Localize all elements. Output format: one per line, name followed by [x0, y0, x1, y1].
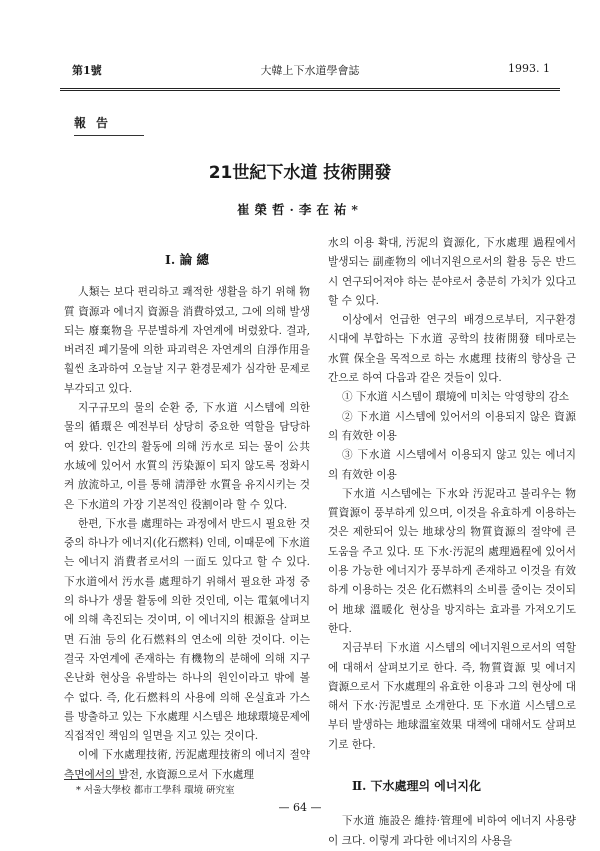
- body-paragraph: 지금부터 下水道 시스템의 에너지원으로서의 역할에 대해서 살펴보기로 한다. 즉, 物質資源 및 에너지 資源으로서 下水處理의 유효한 이용과 그의 현상에 대해서 下水·汚泥별로 소개한다. 또 下水道 시스템으로부터 발생하는 地球溫室效果 대책에 대해서도 살펴보기로 한다.: [328, 642, 576, 751]
- body-paragraph: 下水道 시스템에는 下水와 汚泥라고 불리우는 物質資源이 풍부하게 있으며, 이것을 유효하게 이용하는 것은 제한되어 있는 地球상의 物質資源의 절약에 큰 도움을 주고 있다. 또 下水·汚泥의 處理過程에 있어서 이용 가능한 에너지가 풍부하게 존재하고 이것을 有效하게 이용하는 것은 化石燃料의 소비를 줄이는 것이되어 地球 溫暖化 현상을 방지하는 효과를 가져오기도 한다.: [328, 487, 576, 635]
- body-paragraph: 人類는 보다 편리하고 쾌적한 생활을 하기 위해 物質 資源과 에너지 資源을 消費하였고, 그에 의해 발생되는 廢棄物을 무분별하게 자연계에 버렸왔다. 결과, 버려진 폐기물에 의한 파괴력은 자연계의 自淨作用을 훨씬 초과하여 오늘날 지구 환경문제가 심각한 문제로 부각되고 있다.: [64, 286, 310, 395]
- journal-name: 大韓上下水道學會誌: [260, 64, 360, 77]
- paper-title: 21世紀下水道 技術開發: [208, 163, 392, 183]
- list-item: ③ 下水道 시스템에서 이용되지 않고 있는 에너지의 有效한 이용: [328, 449, 576, 481]
- issue-number: 第1號: [72, 64, 102, 77]
- list-item: ① 下水道 시스템이 環境에 미치는 악영향의 감소: [342, 391, 570, 404]
- publication-year: 1993. 1: [508, 62, 550, 75]
- right-column: [328, 234, 576, 851]
- report-label: 報告: [74, 114, 144, 136]
- body-paragraph: 下水道 施設은 維持·管理에 비하여 에너지 사용량이 크다. 이렇게 과다한 에너지의 사용을: [328, 815, 576, 847]
- body-paragraph: 지구규모의 물의 순환 중, 下水道 시스템에 의한 물의 循環은 예전부터 상당히 중요한 역할을 담당하여 왔다. 인간의 활동에 의해 汚水로 되는 물이 公共水域에 있어서 水質의 汚染源이 되지 않도록 정화시켜 放流하고, 이를 통해 淸淨한 水質을 유지시키는 것은 下水道의 가장 기본적인 役割이라 할 수 있다.: [64, 402, 310, 511]
- body-paragraph: 이에 下水處理技術, 汚泥處理技術의 에너지 절약 측면에서의 발전, 水資源으로서 下水處理: [64, 749, 310, 781]
- header-rule-secondary: [60, 90, 560, 91]
- body-paragraph: 한편, 下水를 處理하는 과정에서 반드시 필요한 것 중의 하나가 에너지(化石燃料) 인데, 이때문에 下水道는 에너지 消費者로서의 一面도 있다고 할 수 있다. 下水道에서 汚水를 處理하기 위해서 필요한 과정 중의 하나가 생물 활동에 의한 것인데, 이는 電氣에너지에 의해 촉진되는 것이며, 이 에너지의 根源을 살펴보면 石油 등의 化石燃料의 연소에 의한 것이다. 이는 결국 자연계에 존재하는 有機物의 분해에 의해 지구 온난화 현상을 유발하는 하나의 원인이라고 밖에 볼 수 없다. 즉, 化石燃料의 사용에 의해 온실효과 가스를 방출하고 있는 下水處理 시스템은 地球環境문제에 직접적인 책임의 일면을 지고 있는 것이다.: [64, 517, 310, 743]
- section-heading-introduction: Ⅰ. 論 總: [165, 252, 209, 267]
- body-paragraph: 水의 이용 확대, 汚泥의 資源化, 下水處理 過程에서 발생되는 副產物의 에너지원으로서의 활용 등은 반드시 연구되어져야 하는 분야로서 충분히 가치가 있다고 할 수 있다.: [328, 237, 576, 307]
- header-rule: [60, 88, 560, 89]
- section-heading-energy: Ⅱ. 下水處理의 에너지化: [352, 779, 482, 794]
- running-header: [60, 62, 560, 84]
- body-paragraph: 이상에서 언급한 연구의 배경으로부터, 지구환경 시대에 부합하는 下水道 공학의 技術開發 테마로는 水質 保全을 목적으로 하는 水處理 技術의 향상을 근간으로 하여 다음과 같은 것들이 있다.: [328, 314, 576, 385]
- page-number: — 64 —: [278, 801, 322, 814]
- footnote: * 서울大學校 都市工學科 環境 硏究室: [76, 785, 235, 796]
- paper-authors: 崔榮哲·李在祐*: [237, 202, 363, 217]
- left-column: [64, 240, 310, 785]
- footnote-rule: [64, 779, 124, 780]
- list-item: ② 下水道 시스템에 있어서의 이용되지 않은 資源의 有效한 이용: [328, 410, 576, 442]
